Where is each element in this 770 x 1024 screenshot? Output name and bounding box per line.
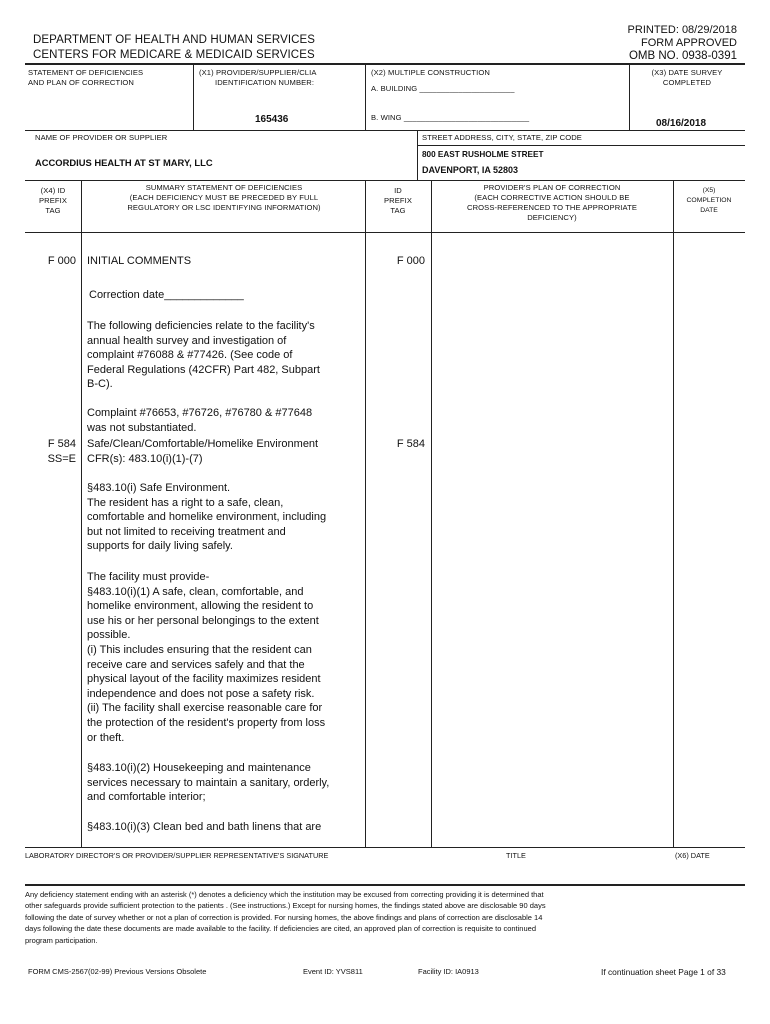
form-number: FORM CMS-2567(02-99) Previous Versions Obsolete <box>28 967 207 976</box>
title-label: TITLE <box>506 851 526 860</box>
statement-label <box>28 68 143 88</box>
city-state-zip: DAVENPORT, IA 52803 <box>422 165 519 175</box>
correction-date-line: Correction date_____________ <box>89 289 244 301</box>
rule <box>25 130 745 131</box>
provider-name-label: NAME OF PROVIDER OR SUPPLIER <box>35 133 168 142</box>
x2-building: A. BUILDING ______________________ <box>371 84 515 93</box>
x4-header <box>25 186 81 216</box>
plan-header-line: PROVIDER'S PLAN OF CORRECTION <box>483 183 621 192</box>
summary-header-line: SUMMARY STATEMENT OF DEFICIENCIES <box>145 183 303 192</box>
column-divider <box>673 181 674 847</box>
signature-label: LABORATORY DIRECTOR'S OR PROVIDER/SUPPLIER REPRESENTATIVE'S SIGNATURE <box>25 851 329 860</box>
summary-header <box>83 183 365 213</box>
facility-provide-paragraph: The facility must provide- §483.10(i)(1) A safe, clean, comfortable, and homelike environment, allowing the resident to use his or her personal belongings to the extent possible. (i) This includes ensuring that the resident can receive care and services safely and that the physical layout of the facility maximizes resident independence and does not pose a safety risk. (ii) The facility shall exercise reasonable care for the protection of the resident's property from loss or theft. <box>87 571 326 744</box>
survey-completed-date: 08/16/2018 <box>656 118 707 129</box>
column-divider <box>431 181 432 847</box>
top-rule <box>25 63 745 65</box>
provider-name: ACCORDIUS HEALTH AT ST MARY, LLC <box>35 157 213 168</box>
x3-label-line: (X3) DATE SURVEY <box>651 68 723 77</box>
signature-rule <box>25 884 745 886</box>
housekeeping-paragraph: §483.10(i)(2) Housekeeping and maintenance services necessary to maintain a sanitary, orderly, and comfortable interior; <box>87 762 330 804</box>
x5-header-line: (X5) <box>702 187 716 194</box>
printed-date: PRINTED: 08/29/2018 <box>627 24 737 36</box>
rule <box>417 145 745 146</box>
x4-header-line: PREFIX <box>38 196 68 205</box>
complaint-paragraph: Complaint #76653, #76726, #76780 & #77648 was not substantiated. <box>87 407 313 434</box>
footnote-line: days following the date these documents are made available to the facility. If deficiencies are cited, an approved plan of correction is requisite to continued <box>25 924 536 934</box>
x1-label <box>199 68 316 88</box>
x1-label-line: IDENTIFICATION NUMBER: <box>215 78 315 87</box>
statement-label-line: AND PLAN OF CORRECTION <box>28 78 134 87</box>
address-label: STREET ADDRESS, CITY, STATE, ZIP CODE <box>422 133 582 142</box>
divider <box>417 131 418 180</box>
statement-label-line: STATEMENT OF DEFICIENCIES <box>28 68 144 77</box>
x1-label-line: (X1) PROVIDER/SUPPLIER/CLIA <box>199 68 317 77</box>
tag-f584-right: F 584 <box>396 438 425 450</box>
summary-header-line: REGULATORY OR LSC IDENTIFYING INFORMATION) <box>127 203 321 212</box>
tag-f584-left: F 584 <box>47 438 76 450</box>
x4-header-line: TAG <box>45 206 61 215</box>
safe-environment-paragraph: §483.10(i) Safe Environment. The resident has a right to a safe, clean, comfortable and homelike environment, including but not limited to receiving treatment and supports for daily living safely. <box>87 482 327 553</box>
x2-title: (X2) MULTIPLE CONSTRUCTION <box>371 68 490 77</box>
tag-f000-right: F 000 <box>396 255 425 267</box>
x4-header-line: (X4) ID <box>40 186 66 195</box>
plan-header <box>431 183 673 223</box>
x2-wing: B. WING _____________________________ <box>371 113 530 122</box>
column-divider <box>81 181 82 847</box>
omb-number: OMB NO. 0938-0391 <box>628 49 737 62</box>
x5-header <box>675 186 743 216</box>
plan-header-line: CROSS-REFERENCED TO THE APPROPRIATE <box>466 203 638 212</box>
x3-label-line: COMPLETED <box>662 78 712 87</box>
event-id: Event ID: YVS811 <box>303 967 363 976</box>
linens-paragraph: §483.10(i)(3) Clean bed and bath linens that are <box>87 821 322 833</box>
agency-line-2: CENTERS FOR MEDICARE & MEDICAID SERVICES <box>33 48 315 61</box>
footnote-line: following the date of survey whether or not a plan of correction is provided. For nursing homes, the above findings and plans of correction are disclosable 14 <box>25 912 543 922</box>
divider <box>193 64 194 130</box>
rule <box>25 232 745 233</box>
form-status-block <box>628 24 737 62</box>
divider <box>629 64 630 130</box>
continuation-page: If continuation sheet Page 1 of 33 <box>601 967 726 977</box>
divider <box>365 64 366 130</box>
column-divider <box>365 181 366 847</box>
provider-number: 165436 <box>255 114 289 125</box>
f584-cfr: CFR(s): 483.10(i)(1)-(7) <box>87 453 203 465</box>
rule <box>25 847 745 848</box>
plan-header-line: DEFICIENCY) <box>527 213 577 222</box>
facility-id: Facility ID: IA0913 <box>418 967 479 976</box>
footnote-line: other safeguards provide sufficient protection to the patients . (See instructions.) Except for nursing homes, the findings stated above are disclosable 90 days <box>25 901 546 911</box>
x5-header-line: COMPLETION <box>686 197 732 204</box>
rule <box>25 180 745 181</box>
x6-date-label: (X6) DATE <box>675 851 710 860</box>
x3-label <box>631 68 743 88</box>
id-header-line: TAG <box>390 206 406 215</box>
initial-comments-heading: INITIAL COMMENTS <box>87 255 192 267</box>
id-header-line: PREFIX <box>383 196 413 205</box>
id-header-line: ID <box>394 186 402 195</box>
x5-header-line: DATE <box>700 207 718 214</box>
footnote-line: program participation. <box>25 935 98 945</box>
street-address: 800 EAST RUSHOLME STREET <box>422 150 544 159</box>
plan-header-line: (EACH CORRECTIVE ACTION SHOULD BE <box>474 193 630 202</box>
intro-paragraph: The following deficiencies relate to the facility's annual health survey and investigation of complaint #76088 & #77426. (See code of Federal Regulations (42CFR) Part 482, Subpart B-C). <box>87 320 320 391</box>
id-prefix-header <box>367 186 429 216</box>
disclosure-footnote <box>25 889 745 946</box>
f584-title: Safe/Clean/Comfortable/Homelike Environment <box>87 438 319 450</box>
footnote-line: Any deficiency statement ending with an asterisk (*) denotes a deficiency which the institution may be excused from correcting providing it is determined that <box>25 890 544 899</box>
agency-line-1: DEPARTMENT OF HEALTH AND HUMAN SERVICES <box>33 34 316 46</box>
summary-header-line: (EACH DEFICIENCY MUST BE PRECEDED BY FULL <box>129 193 319 202</box>
agency-header <box>33 33 315 62</box>
scope-severity: SS=E <box>47 453 76 465</box>
tag-f000-left: F 000 <box>47 255 76 267</box>
form-approved: FORM APPROVED <box>641 36 737 49</box>
